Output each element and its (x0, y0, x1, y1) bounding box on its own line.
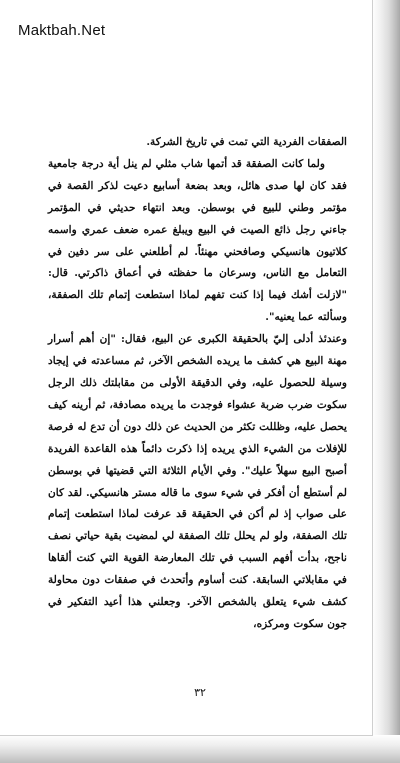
body-text (48, 132, 347, 636)
page-number: ٣٢ (194, 686, 206, 699)
page-edge-right (372, 0, 400, 763)
paragraph-continuation: الصفقات الفردية التي تمت في تاريخ الشركة. (146, 136, 347, 148)
page-edge-bottom (0, 735, 400, 763)
site-watermark: Maktbah.Net (18, 22, 106, 39)
paragraph: وعندئذ أدلى إليّ بالحقيقة الكبرى عن البيع، فقال: "إن أهم أسرار مهنة البيع هي كشف ما يريده الشخص الآخر، ثم مساعدته في إيجاد وسيلة للحصول عليه، وفي الدقيقة الأولى من مقابلتك ذلك الرجل سكوت ضرب ضربة عشواء فوجدت ما يريده مصادفة، ثم أرينه كيف يحصل عليه، وظللت تكثر من الحديث عن ذلك دون أن تدع له فرصة للإفلات من الشيء الذي يريده إذا ذكرت دائماً هذه القاعدة الفريدة أصبح البيع سهلاً عليك". وفي الأيام الثلاثة التي قضيتها في بوسطن لم أستطع أن أفكر في شيء سوى ما قاله مستر هانسيكي. لقد كان على صواب إذ لم أكن في الحقيقة قد عرفت لماذا استطعت إتمام تلك الصفقة، ولو لم يحلل تلك الصفقة لي لمضيت بقية حياتي نصف ناجح، بدأت أفهم السبب في تلك المعارضة القوية التي كنت ألقاها في مقابلاتي السابقة. كنت أساوم وأتحدث في صفقات دون محاولة كشف شيء يتعلق بالشخص الآخر. وجعلني هذا أعيد التفكير في جون سكوت ومركزه، (48, 333, 347, 630)
page-edge-bottom-line (0, 735, 373, 736)
page-edge-right-line (372, 0, 373, 763)
paragraph: ولما كانت الصفقة قد أتمها شاب مثلي لم ينل أية درجة جامعية فقد كان لها صدى هائل، وبعد بضعة أسابيع دعيت لذكر القصة في مؤتمر وطني للبيع في بوسطن. وبعد انتهاء حديثي في المؤتمر جاءني رجل ذائع الصيت في البيع ويبلغ عمره ضعف عمري واسمه كلاتيون هانسيكي وصافحني مهنئاً. لم أطلعني على سر دفين في التعامل مع الناس، وسرعان ما حفظته في أعماق ذاكرتي. قال: "لازلت أشك فيما إذا كنت تفهم لماذا استطعت إتمام تلك الصفقة، وسألته عما يعنيه". (48, 157, 347, 324)
